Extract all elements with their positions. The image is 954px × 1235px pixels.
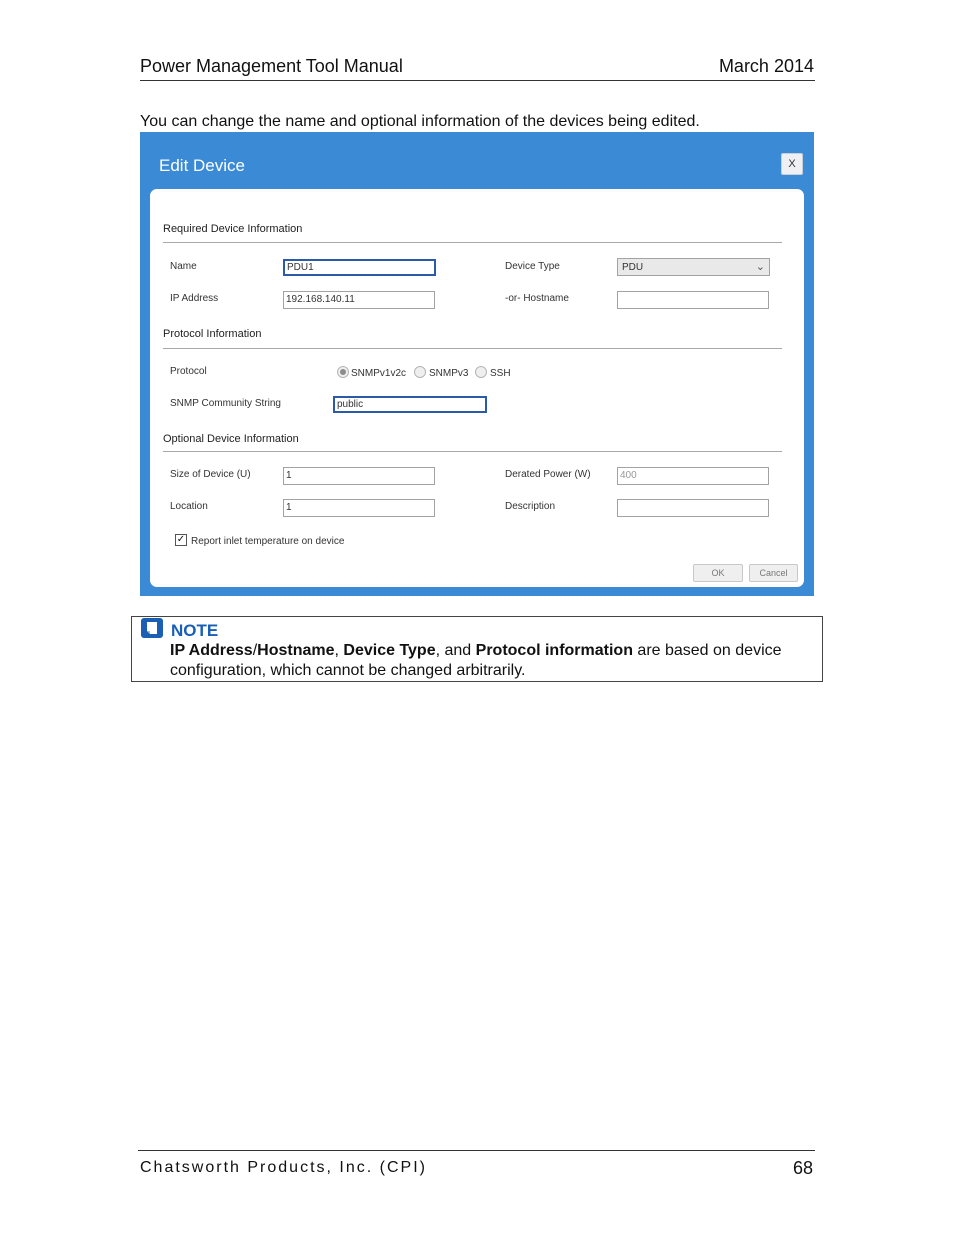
protocol-label: Protocol	[170, 366, 207, 377]
device-type-value: PDU	[622, 262, 644, 273]
name-label: Name	[170, 261, 197, 272]
section-divider	[163, 242, 782, 243]
note-icon	[141, 618, 163, 638]
note-rest: are based on device configuration, which cannot be changed arbitrarily.	[170, 642, 782, 679]
page-footer	[138, 1150, 815, 1178]
derated-power-input[interactable]: 400	[617, 467, 769, 485]
protocol-section-heading: Protocol Information	[163, 328, 262, 340]
community-string-label: SNMP Community String	[170, 398, 281, 409]
manual-title: Power Management Tool Manual	[140, 56, 403, 76]
page-number: 68	[792, 1158, 813, 1178]
description-label: Description	[505, 501, 556, 512]
device-type-select[interactable]	[617, 258, 770, 276]
ssh-label: SSH	[490, 368, 511, 379]
note-box	[131, 616, 823, 682]
derated-power-label: Derated Power (W)	[505, 469, 591, 480]
edit-device-dialog	[140, 132, 814, 596]
snmpv3-label: SNMPv3	[429, 368, 469, 379]
note-bold-device-type: Device Type	[343, 642, 436, 659]
note-bold-ip: IP Address	[170, 642, 253, 659]
device-type-label: Device Type	[505, 261, 560, 272]
dialog-body	[150, 189, 804, 587]
note-sep: , and	[435, 642, 476, 659]
close-button[interactable]: X	[781, 153, 803, 175]
name-input[interactable]: PDU1	[283, 259, 436, 276]
size-input[interactable]: 1	[283, 467, 435, 485]
note-bold-hostname: Hostname	[257, 642, 335, 659]
chevron-down-icon: ⌄	[755, 261, 765, 273]
required-section-heading: Required Device Information	[163, 223, 303, 235]
snmpv1v2c-label: SNMPv1v2c	[351, 368, 407, 379]
ip-address-input[interactable]: 192.168.140.11	[283, 291, 435, 309]
report-temp-checkbox[interactable]: ✓	[176, 534, 186, 545]
report-temp-label: Report inlet temperature on device	[191, 536, 345, 547]
page-header	[140, 56, 815, 81]
radio-snmpv1v2c[interactable]	[337, 366, 349, 378]
note-sep: ,	[334, 642, 344, 659]
optional-section-heading: Optional Device Information	[163, 433, 299, 445]
intro-text: You can change the name and optional information of the devices being edited.	[140, 113, 700, 130]
note-bold-protocol: Protocol information	[475, 642, 633, 659]
hostname-label: -or- Hostname	[505, 293, 569, 304]
section-divider	[163, 348, 782, 349]
note-text	[170, 641, 810, 681]
ok-button[interactable]: OK	[693, 564, 743, 582]
manual-date: March 2014	[718, 56, 814, 76]
company-name: Chatsworth Products, Inc. (CPI)	[140, 1159, 427, 1176]
radio-snmpv3[interactable]	[414, 366, 426, 378]
community-string-input[interactable]: public	[333, 396, 487, 413]
location-label: Location	[170, 501, 208, 512]
hostname-input[interactable]	[617, 291, 769, 309]
description-input[interactable]	[617, 499, 769, 517]
size-label: Size of Device (U)	[170, 469, 251, 480]
cancel-button[interactable]: Cancel	[749, 564, 798, 582]
radio-ssh[interactable]	[475, 366, 487, 378]
section-divider	[163, 451, 782, 452]
note-heading: NOTE	[171, 621, 219, 640]
location-input[interactable]: 1	[283, 499, 435, 517]
dialog-title: Edit Device	[159, 156, 245, 175]
note-sep: /	[252, 642, 258, 659]
ip-address-label: IP Address	[170, 293, 219, 304]
